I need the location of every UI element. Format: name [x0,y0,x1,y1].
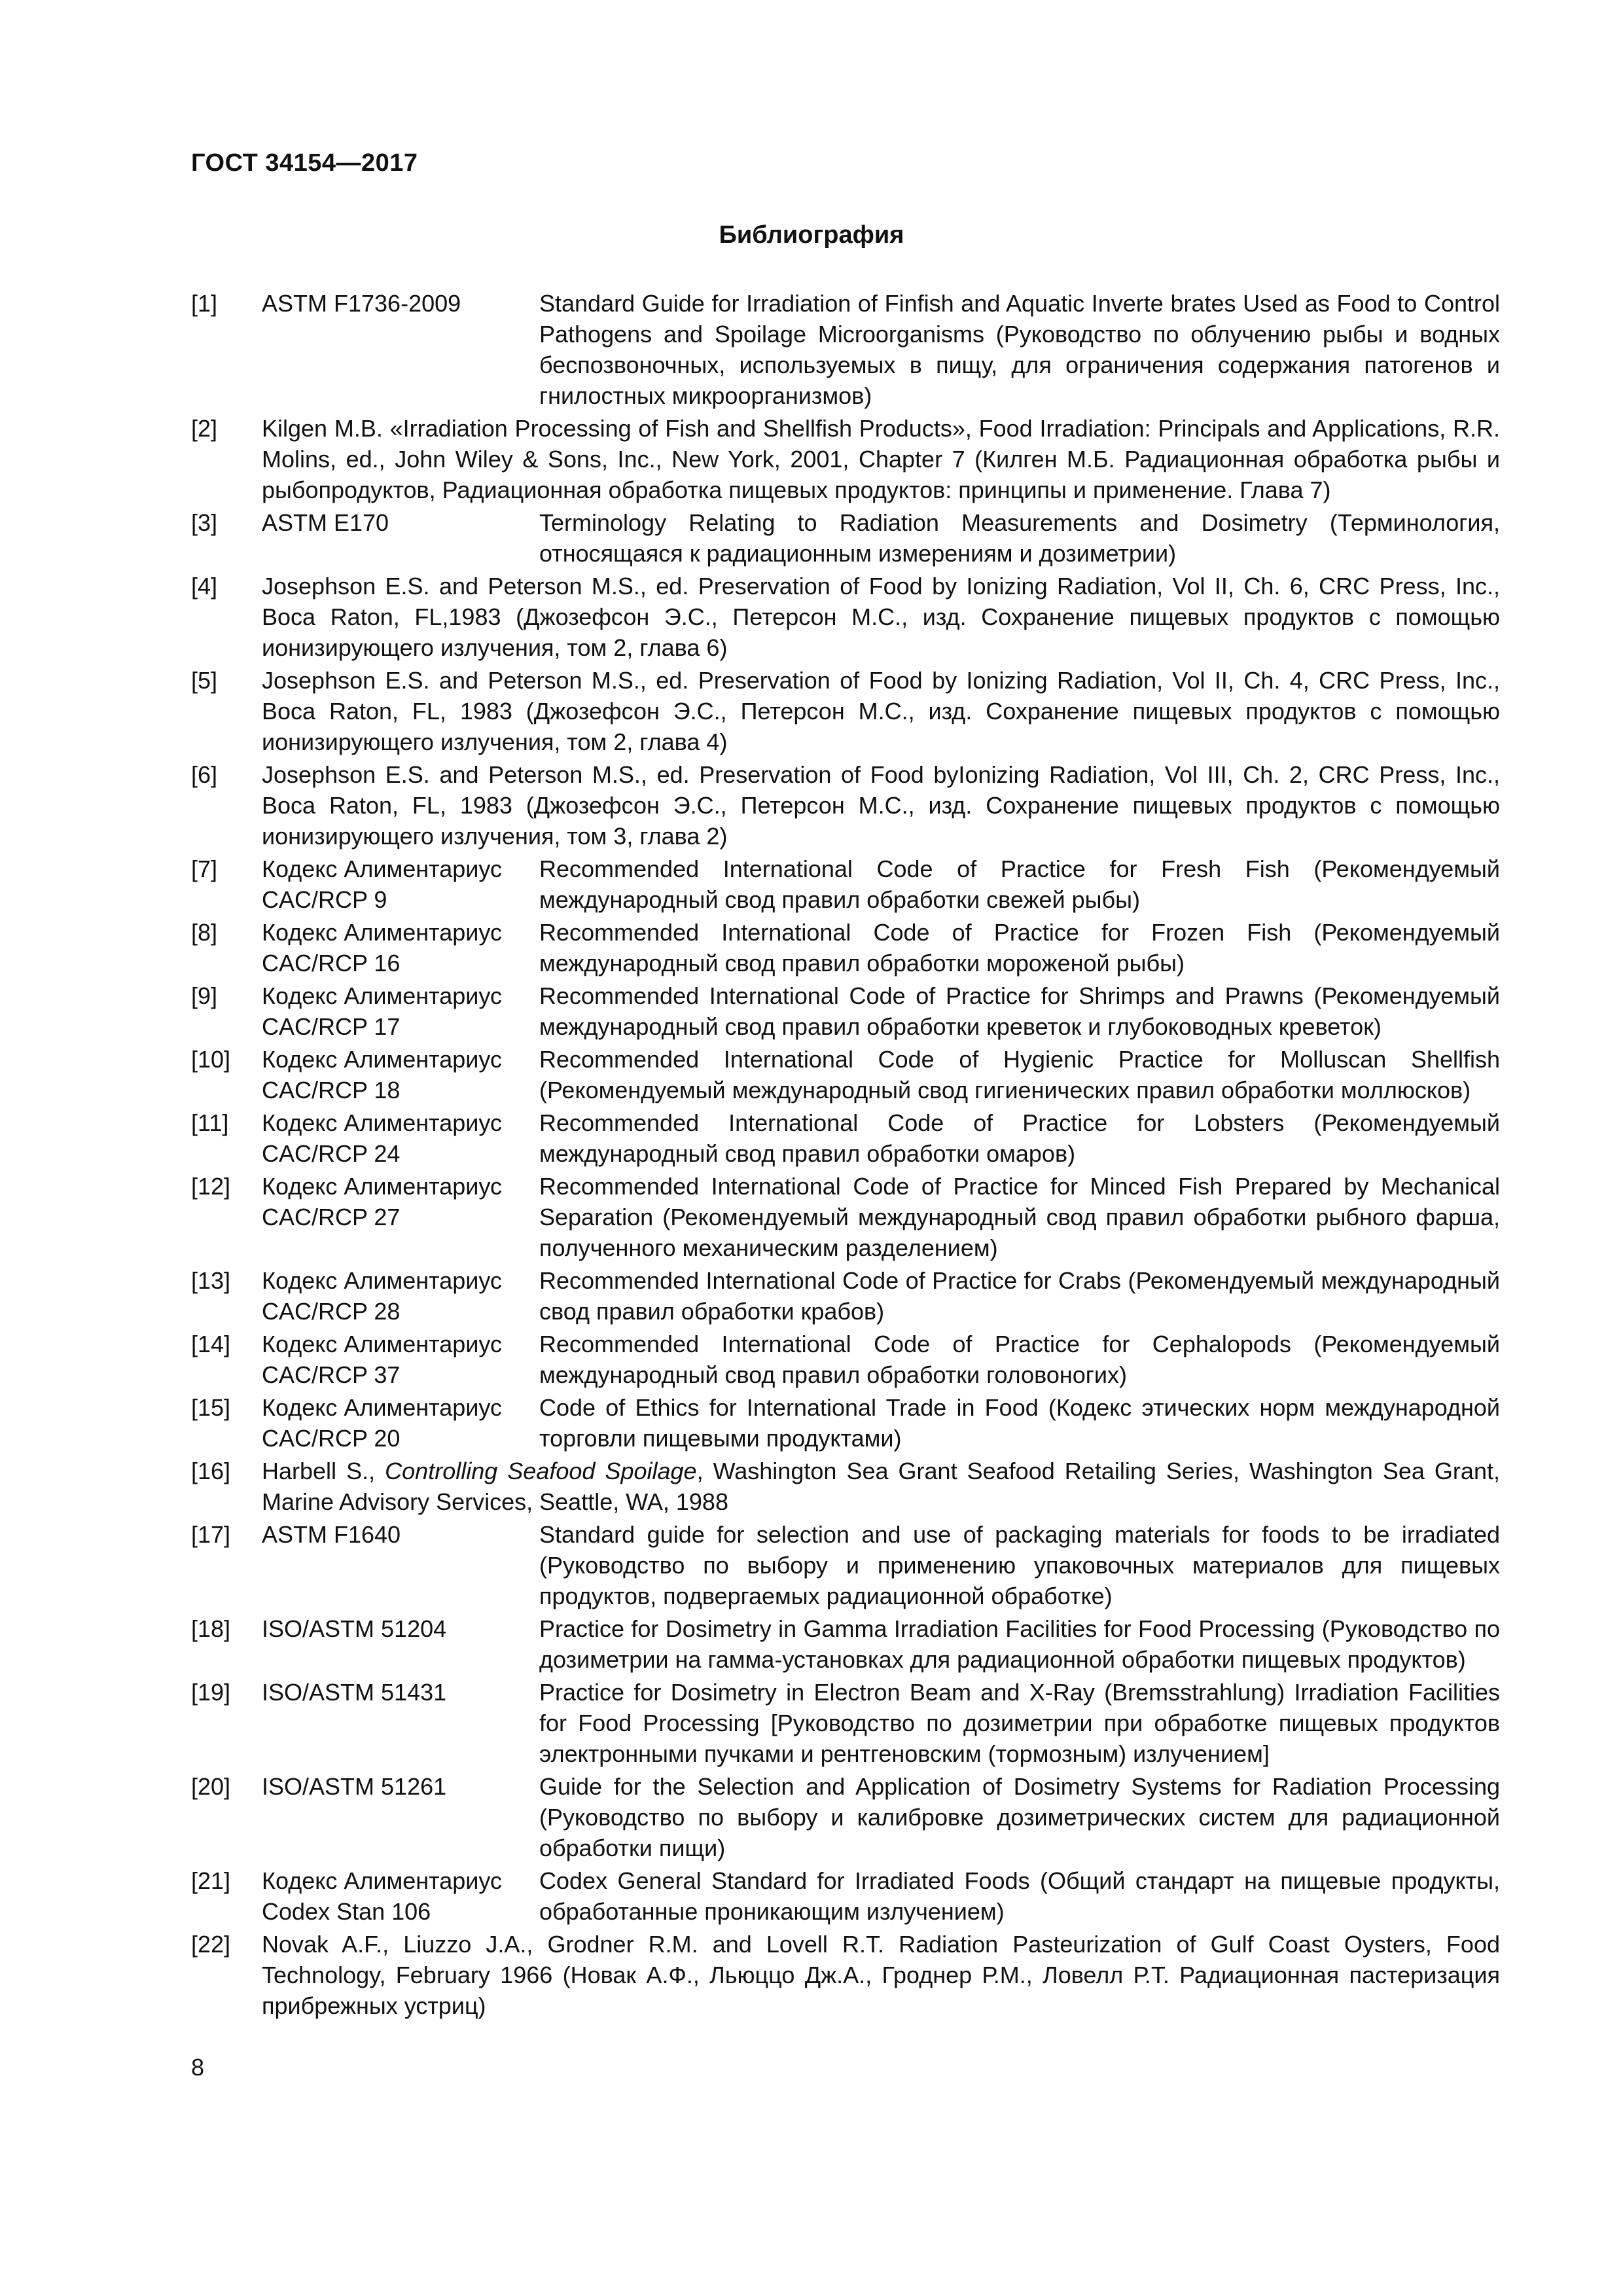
bibliography-entry [191,1519,1500,1611]
entry-number: [17] [191,1521,231,1548]
bibliography-entry [191,1171,1500,1263]
bibliography-entry [191,1044,1500,1105]
entry-code: Кодекс Алиментариус CAC/RCP 27 [262,1173,502,1230]
entry-text-part: Harbell S., [262,1458,385,1484]
entry-number: [21] [191,1867,231,1894]
page-number: 8 [191,2054,205,2081]
entry-code: Кодекс Алиментариус CAC/RCP 28 [262,1267,502,1325]
entry-text: Terminology Relating to Radiation Measurements and Dosimetry (Терминология, относящаяся к радиационным измерениям и дозиметрии) [539,509,1500,567]
bibliography-entry [191,1456,1500,1517]
entry-number: [11] [191,1109,229,1136]
bibliography-list [191,288,1500,2023]
entry-text: Standard guide for selection and use of packaging materials for foods to be irradiated (Руководство по выбору и применению упаковочных материалов для пищевых продуктов, подвергаемых радиационной обработке) [539,1521,1500,1609]
bibliography-entry [191,1265,1500,1327]
entry-code: Кодекс Алиментариус CAC/RCP 20 [262,1394,502,1452]
bibliography-entry [191,1392,1500,1454]
bibliography-entry [191,1677,1500,1769]
entry-number: [5] [191,667,218,694]
entry-code: ASTM E170 [262,509,389,536]
entry-text: Josephson E.S. and Peterson M.S., ed. Preservation of Food byIonizing Radiation, Vol III, Ch. 2, CRC Press, Inc., Boca Raton, FL, 1983 (Джозефсон Э.С., Петерсон М.С., изд. Сохранение пищевых продуктов с помощью ионизирующего излучения, том 3, глава 2) [262,761,1500,850]
entry-text: Recommended International Code of Practice for Cephalopods (Рекомендуемый международный свод правил обработки головоногих) [539,1331,1500,1388]
entry-number: [1] [191,290,218,317]
entry-code: ISO/ASTM 51261 [262,1773,447,1800]
entry-number: [15] [191,1394,231,1421]
entry-text: Kilgen M.B. «Irradiation Processing of Fish and Shellfish Products», Food Irradiation: Principals and Applications, R.R. Molins, ed., John Wiley & Sons, Inc., New York, 2001, Chapter 7 (Килген М.Б. Радиационная обработка рыбы и рыбопродуктов, Радиационная обработка пищевых продуктов: принципы и применение. Глава 7) [262,415,1500,503]
entry-text: Recommended International Code of Practice for Fresh Fish (Рекомендуемый международный свод правил обработки свежей рыбы) [539,855,1500,913]
entry-text-part: , Washington Sea Grant Seafood Retailing Series, Washington Sea Grant, Marine Advisory Services, Seattle, WA, 1988 [262,1458,1500,1515]
standard-header: ГОСТ 34154—2017 [191,149,418,177]
entry-code: Кодекс Алиментариус CAC/RCP 37 [262,1331,502,1388]
bibliography-entry [191,1771,1500,1863]
entry-number: [16] [191,1458,231,1484]
entry-number: [7] [191,855,218,882]
bibliography-entry [191,759,1500,852]
bibliography-entry [191,1613,1500,1675]
entry-code: ISO/ASTM 51204 [262,1615,447,1642]
entry-text: Josephson E.S. and Peterson M.S., ed. Preservation of Food by Ionizing Radiation, Vol II, Ch. 4, CRC Press, Inc., Boca Raton, FL, 1983 (Джозефсон Э.С., Петерсон М.С., изд. Сохранение пищевых продуктов с помощью ионизирующего излучения, том 2, глава 4) [262,667,1500,755]
entry-text: Recommended International Code of Practice for Lobsters (Рекомендуемый международный свод правил обработки омаров) [539,1109,1500,1167]
entry-code: Кодекс Алиментариус CAC/RCP 17 [262,982,502,1040]
bibliography-entry [191,980,1500,1042]
entry-title-italic: Controlling Seafood Spoilage [385,1458,697,1484]
entry-number: [4] [191,573,218,600]
entry-text: Recommended International Code of Practice for Minced Fish Prepared by Mechanical Separation (Рекомендуемый международный свод правил обработки рыбного фарша, полученного механическим разделением) [539,1173,1500,1261]
entry-text: Guide for the Selection and Application of Dosimetry Systems for Radiation Processing (Руководство по выбору и калибровке дозиметрических систем для радиационной обработки пищи) [539,1773,1500,1861]
bibliography-entry [191,1865,1500,1927]
entry-number: [18] [191,1615,231,1642]
entry-code: Кодекс Алиментариус Codex Stan 106 [262,1867,502,1925]
entry-text: Recommended International Code of Hygienic Practice for Molluscan Shellfish (Рекомендуемый международный свод гигиенических правил обработки моллюсков) [539,1046,1500,1103]
entry-text: Practice for Dosimetry in Gamma Irradiation Facilities for Food Processing (Руководство по дозиметрии на гамма-установках для радиационной обработки пищевых продуктов) [539,1615,1500,1673]
bibliography-entry [191,507,1500,569]
bibliography-entry [191,1107,1500,1169]
entry-text: Recommended International Code of Practice for Shrimps and Prawns (Рекомендуемый международный свод правил обработки креветок и глубоководных креветок) [539,982,1500,1040]
entry-text: Recommended International Code of Practice for Crabs (Рекомендуемый международный свод правил обработки крабов) [539,1267,1500,1325]
entry-number: [19] [191,1679,231,1706]
bibliography-entry [191,853,1500,915]
bibliography-entry [191,917,1500,978]
entry-number: [13] [191,1267,231,1294]
entry-text [262,1456,1500,1517]
entry-text: Standard Guide for Irradiation of Finfish and Aquatic Inverte brates Used as Food to Control Pathogens and Spoilage Microorganisms (Руководство по облучению рыбы и водных беспозвоночных, используемых в пищу, для ограничения содержания патогенов и гнилостных микроорганизмов) [539,290,1500,409]
entry-code: ASTM F1640 [262,1521,401,1548]
entry-number: [22] [191,1931,231,1958]
entry-number: [10] [191,1046,231,1073]
entry-code: Кодекс Алиментариус CAC/RCP 9 [262,855,502,913]
entry-code: Кодекс Алиментариус CAC/RCP 18 [262,1046,502,1103]
entry-text: Code of Ethics for International Trade in Food (Кодекс этических норм международной торговли пищевыми продуктами) [539,1394,1500,1452]
entry-number: [3] [191,509,218,536]
entry-number: [9] [191,982,218,1009]
entry-code: ISO/ASTM 51431 [262,1679,447,1706]
entry-code: Кодекс Алиментариус CAC/RCP 24 [262,1109,502,1167]
entry-code: ASTM F1736-2009 [262,290,461,317]
entry-text: Practice for Dosimetry in Electron Beam and X-Ray (Bremsstrahlung) Irradiation Facilities for Food Processing [Руководство по дозиметрии при обработке пищевых продуктов электронными пучками и рентгеновским (тормозным) излучением] [539,1679,1500,1767]
bibliography-entry [191,413,1500,505]
entry-number: [6] [191,761,218,788]
entry-number: [2] [191,415,218,442]
bibliography-entry [191,1329,1500,1390]
bibliography-entry [191,1929,1500,2021]
bibliography-entry [191,288,1500,411]
entry-text: Codex General Standard for Irradiated Foods (Общий стандарт на пищевые продукты, обработанные проникающим излучением) [539,1867,1500,1925]
bibliography-entry [191,571,1500,663]
entry-text: Recommended International Code of Practice for Frozen Fish (Рекомендуемый международный свод правил обработки мороженой рыбы) [539,919,1500,977]
entry-text: Novak A.F., Liuzzo J.A., Grodner R.M. and Lovell R.T. Radiation Pasteurization of Gulf Coast Oysters, Food Technology, February 1966 (Новак А.Ф., Льюццо Дж.А., Гроднер Р.М., Ловелл Р.Т. Радиационная пастеризация прибрежных устриц) [262,1931,1500,2019]
entry-code: Кодекс Алиментариус CAC/RCP 16 [262,919,502,977]
entry-number: [14] [191,1331,231,1357]
page-title: Библиография [719,221,904,249]
bibliography-entry [191,665,1500,757]
entry-text: Josephson E.S. and Peterson M.S., ed. Preservation of Food by Ionizing Radiation, Vol II, Ch. 6, CRC Press, Inc., Boca Raton, FL,1983 (Джозефсон Э.С., Петерсон М.С., изд. Сохранение пищевых продуктов с помощью ионизирующего излучения, том 2, глава 6) [262,573,1500,661]
entry-number: [12] [191,1173,231,1200]
entry-number: [20] [191,1773,231,1800]
entry-number: [8] [191,919,218,946]
